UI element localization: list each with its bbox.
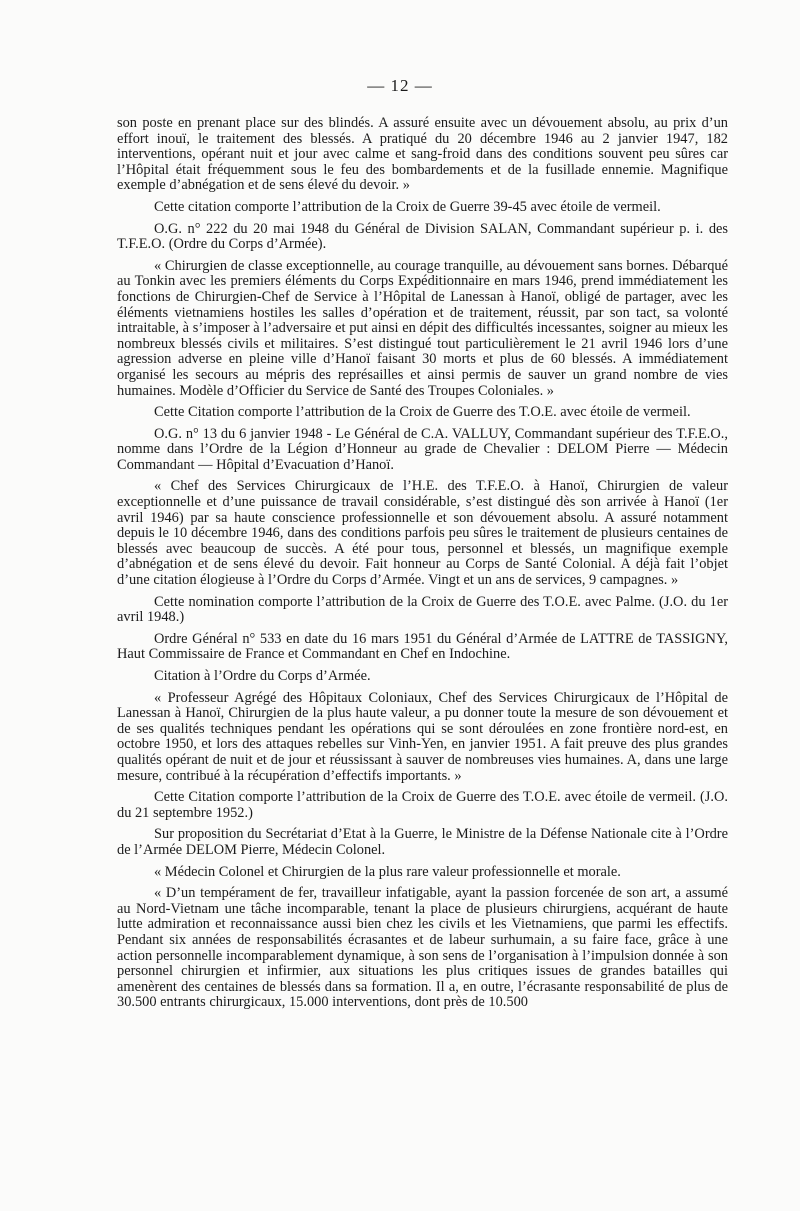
paragraph: Cette Citation comporte l’attribution de la Croix de Guerre des T.O.E. avec étoile de vermeil. [154, 404, 691, 421]
paragraph: « Médecin Colonel et Chirurgien de la plus rare valeur professionnelle et morale. [154, 863, 621, 880]
page-number: — 12 — [367, 76, 433, 95]
paragraph: O.G. n° 13 du 6 janvier 1948 - Le Général de C.A. VALLUY, Commandant supérieur des T.F.E.O., nomme dans l’Ordre de la Légion d’Honneur au grade de Chevalier : DELOM Pierre — Médecin Commandant — Hôpital d’Evacuation d’Hanoï. [117, 425, 728, 473]
paragraph: O.G. n° 222 du 20 mai 1948 du Général de Division SALAN, Commandant supérieur p. i. des T.F.E.O. (Ordre du Corps d’Armée). [117, 220, 728, 253]
paragraph: « D’un tempérament de fer, travailleur infatigable, ayant la passion forcenée de son art, a assumé au Nord-Vietnam une tâche incomparable, tenant la place de plusieurs chirurgiens, acquérant de haute lutte admiration et reconnaissance aussi bien chez les civils et les Vietnamiens, que parmi les effectifs. Pendant six années de responsabilités écrasantes et de labeur surhumain, a su faire face, grâce à une action personnelle incomparablement dynamique, à son sens de l’organisation à l’impulsion donnée à son personnel chirurgien et infirmier, aux situations les plus critiques issues de grandes batailles qui amenèrent des centaines de blessés dans sa formation. Il a, en outre, l’écrasante responsabilité de plus de 30.500 entrants chirurgicaux, 15.000 interventions, dont près de 10.500 [117, 885, 728, 1011]
body-text [117, 116, 728, 1013]
paragraph: Cette nomination comporte l’attribution de la Croix de Guerre des T.O.E. avec Palme. (J.O. du 1er avril 1948.) [117, 593, 728, 626]
paragraph: « Chirurgien de classe exceptionnelle, au courage tranquille, au dévouement sans bornes. Débarqué au Tonkin avec les premiers éléments du Corps Expéditionnaire en mars 1946, prend immédiatement les fonctions de Chirurgien-Chef de Service à l’Hôpital de Lanessan à Hanoï, obligé de partager, avec les éléments vietnamiens hostiles les salles d’opération et de traitement, réussit, par son tact, sa volonté intraitable, à s’imposer à l’adversaire et put ainsi en dépit des difficultés incessantes, soigner au mieux les nombreux blessés civils et militaires. S’est distingué tout particulièrement le 21 avril 1946 lors d’une agression adverse en pleine ville d’Hanoï faisant 30 morts et plus de 60 blessés. A immédiatement organisé les secours au mépris des représailles et ainsi permis de sauver un grand nombre de vies humaines. Modèle d’Officier du Service de Santé des Troupes Coloniales. » [117, 257, 728, 399]
paragraph: Cette Citation comporte l’attribution de la Croix de Guerre des T.O.E. avec étoile de vermeil. (J.O. du 21 septembre 1952.) [117, 789, 728, 821]
paragraph: Cette citation comporte l’attribution de la Croix de Guerre 39-45 avec étoile de vermeil. [154, 198, 661, 215]
paragraph: « Chef des Services Chirurgicaux de l’H.E. des T.F.E.O. à Hanoï, Chirurgien de valeur exceptionnelle et d’une puissance de travail considérable, s’est distingué dès son arrivée à Hanoï (1er avril 1946) par sa haute conscience professionnelle et son dévouement absolu. A assuré notamment depuis le 10 décembre 1946, dans des conditions parfois peu sûres le traitement de plusieurs centaines de blessés avec beaucoup de succès. A été pour tous, personnel et blessés, un magnifique exemple d’abnégation et de sens élevé du devoir. Fait honneur au Corps de Santé Colonial. A déjà fait l’objet d’une citation élogieuse à l’Ordre du Corps d’Armée. Vingt et un ans de services, 9 campagnes. » [117, 478, 728, 589]
paragraph: son poste en prenant place sur des blindés. A assuré ensuite avec un dévouement absolu, au prix d’un effort inouï, le traitement des blessés. A pratiqué du 20 décembre 1946 au 2 janvier 1947, 182 interventions, opérant nuit et jour avec calme et sang-froid dans des conditions souvent peu sûres car l’Hôpital était fréquemment sous le feu des bombardements et de la fusillade ennemie. Magnifique exemple d’abnégation et de sens élevé du devoir. » [117, 115, 728, 194]
paragraph: « Professeur Agrégé des Hôpitaux Coloniaux, Chef des Services Chirurgicaux de l’Hôpital de Lanessan à Hanoï, Chirurgien de la plus haute valeur, a pu donner toute la mesure de son dévouement et de ses qualités techniques pendant les opérations qui se sont déroulées en zone frontière nord-est, en octobre 1950, et lors des attaques rebelles sur Vinh-Yen, en janvier 1951. A fait preuve des plus grandes qualités opérant de nuit et de jour et réussissant à sauver de nombreuses vies humaines. A, dans une large mesure, contribué à la récupération d’effectifs importants. » [117, 689, 728, 784]
paragraph: Ordre Général n° 533 en date du 16 mars 1951 du Général d’Armée de LATTRE de TASSIGNY, Haut Commissaire de France et Commandant en Chef en Indochine. [117, 630, 728, 663]
paragraph: Sur proposition du Secrétariat d’Etat à la Guerre, le Ministre de la Défense Nationale cite à l’Ordre de l’Armée DELOM Pierre, Médecin Colonel. [117, 826, 728, 858]
paragraph: Citation à l’Ordre du Corps d’Armée. [154, 668, 371, 684]
